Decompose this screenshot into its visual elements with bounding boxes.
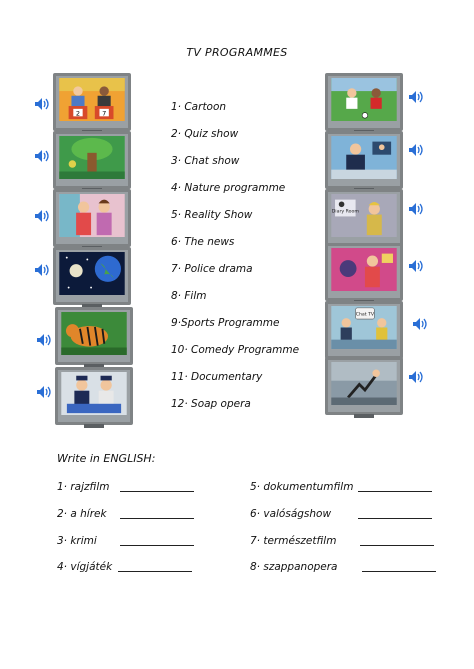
speaker-icon[interactable] xyxy=(34,263,50,277)
speaker-icon[interactable] xyxy=(34,209,50,223)
tv-screen xyxy=(330,136,398,179)
answer-line[interactable] xyxy=(120,545,194,546)
tv-news[interactable] xyxy=(325,131,403,189)
tv-screen xyxy=(58,252,126,295)
speaker-icon[interactable] xyxy=(412,317,428,331)
answer-line[interactable] xyxy=(358,491,432,492)
answer-line[interactable] xyxy=(118,571,192,572)
answer-line[interactable] xyxy=(120,491,194,492)
diary-room-sign: Diary Room xyxy=(331,209,359,215)
quiz-number-right: 7 xyxy=(102,109,107,118)
people-scene xyxy=(58,194,126,237)
answer-line[interactable] xyxy=(360,545,434,546)
page-title: TV PROGRAMMES xyxy=(186,46,288,59)
speaker-icon[interactable] xyxy=(408,370,424,384)
exercise-heading: Write in ENGLISH: xyxy=(57,452,156,465)
quiz-number-left: 2 xyxy=(75,109,81,118)
diary-room-scene xyxy=(330,194,398,237)
exercise-item: 4· vígjáték xyxy=(57,561,113,573)
programme-item: 12· Soap opera xyxy=(171,398,251,410)
tv-screen xyxy=(330,362,398,405)
speaker-icon[interactable] xyxy=(408,90,424,104)
tv-screen xyxy=(58,78,126,121)
programme-item: 10· Comedy Programme xyxy=(171,344,300,356)
answer-line[interactable] xyxy=(120,518,194,519)
tv-tiger[interactable] xyxy=(55,307,133,365)
tv-stand xyxy=(84,424,104,428)
programme-item: 5· Reality Show xyxy=(171,209,253,221)
tv-people[interactable] xyxy=(53,189,131,247)
chat-show-scene xyxy=(330,306,398,349)
speaker-icon[interactable] xyxy=(36,385,52,399)
speaker-icon[interactable] xyxy=(36,333,52,347)
tv-film[interactable] xyxy=(325,357,403,415)
exercise-item: 5· dokumentumfilm xyxy=(250,481,354,493)
police-scene xyxy=(60,372,128,415)
programme-item: 6· The news xyxy=(171,236,235,248)
tv-quiz-show[interactable] xyxy=(53,73,131,131)
speaker-icon[interactable] xyxy=(408,202,424,216)
tv-screen xyxy=(330,306,398,349)
tv-screen xyxy=(60,372,128,415)
programme-item: 1· Cartoon xyxy=(171,101,227,113)
tv-space[interactable] xyxy=(53,247,131,305)
drama-scene xyxy=(330,248,398,291)
quiz-show-scene xyxy=(58,78,126,121)
programme-item: 2· Quiz show xyxy=(171,128,239,140)
programme-item: 8· Film xyxy=(171,290,207,302)
tv-stand xyxy=(354,414,374,418)
tv-screen xyxy=(330,194,398,237)
tv-drama[interactable] xyxy=(325,243,403,301)
tv-screen xyxy=(330,78,398,121)
exercise-item: 7· természetfilm xyxy=(250,535,337,547)
speaker-icon[interactable] xyxy=(408,143,424,157)
answer-line[interactable] xyxy=(362,571,436,572)
tv-reality[interactable] xyxy=(325,189,403,247)
news-scene xyxy=(330,136,398,179)
nature-scene xyxy=(58,136,126,179)
sports-scene xyxy=(330,78,398,121)
speaker-icon[interactable] xyxy=(34,97,50,111)
tv-screen xyxy=(58,136,126,179)
exercise-item: 3· krimi xyxy=(57,535,97,547)
answer-line[interactable] xyxy=(358,518,432,519)
tiger-scene xyxy=(60,312,128,355)
speaker-icon[interactable] xyxy=(408,259,424,273)
programme-item: 9·Sports Programme xyxy=(171,317,280,329)
chat-tv-sign: Chat TV xyxy=(355,312,375,318)
tv-nature[interactable] xyxy=(53,131,131,189)
exercise-item: 6· valóságshow xyxy=(250,508,332,520)
space-scene xyxy=(58,252,126,295)
programme-item: 4· Nature programme xyxy=(171,182,286,194)
tv-screen xyxy=(330,248,398,291)
tv-screen xyxy=(60,312,128,355)
tv-screen xyxy=(58,194,126,237)
programme-item: 3· Chat show xyxy=(171,155,240,167)
exercise-item: 2· a hírek xyxy=(57,508,107,520)
programme-item: 11· Documentary xyxy=(171,371,263,383)
tv-sports[interactable] xyxy=(325,73,403,131)
exercise-item: 1· rajzfilm xyxy=(57,481,110,493)
tv-police[interactable] xyxy=(55,367,133,425)
programme-item: 7· Police drama xyxy=(171,263,253,275)
exercise-item: 8· szappanopera xyxy=(250,561,338,573)
speaker-icon[interactable] xyxy=(34,149,50,163)
film-scene xyxy=(330,362,398,405)
tv-chat-show[interactable] xyxy=(325,301,403,359)
